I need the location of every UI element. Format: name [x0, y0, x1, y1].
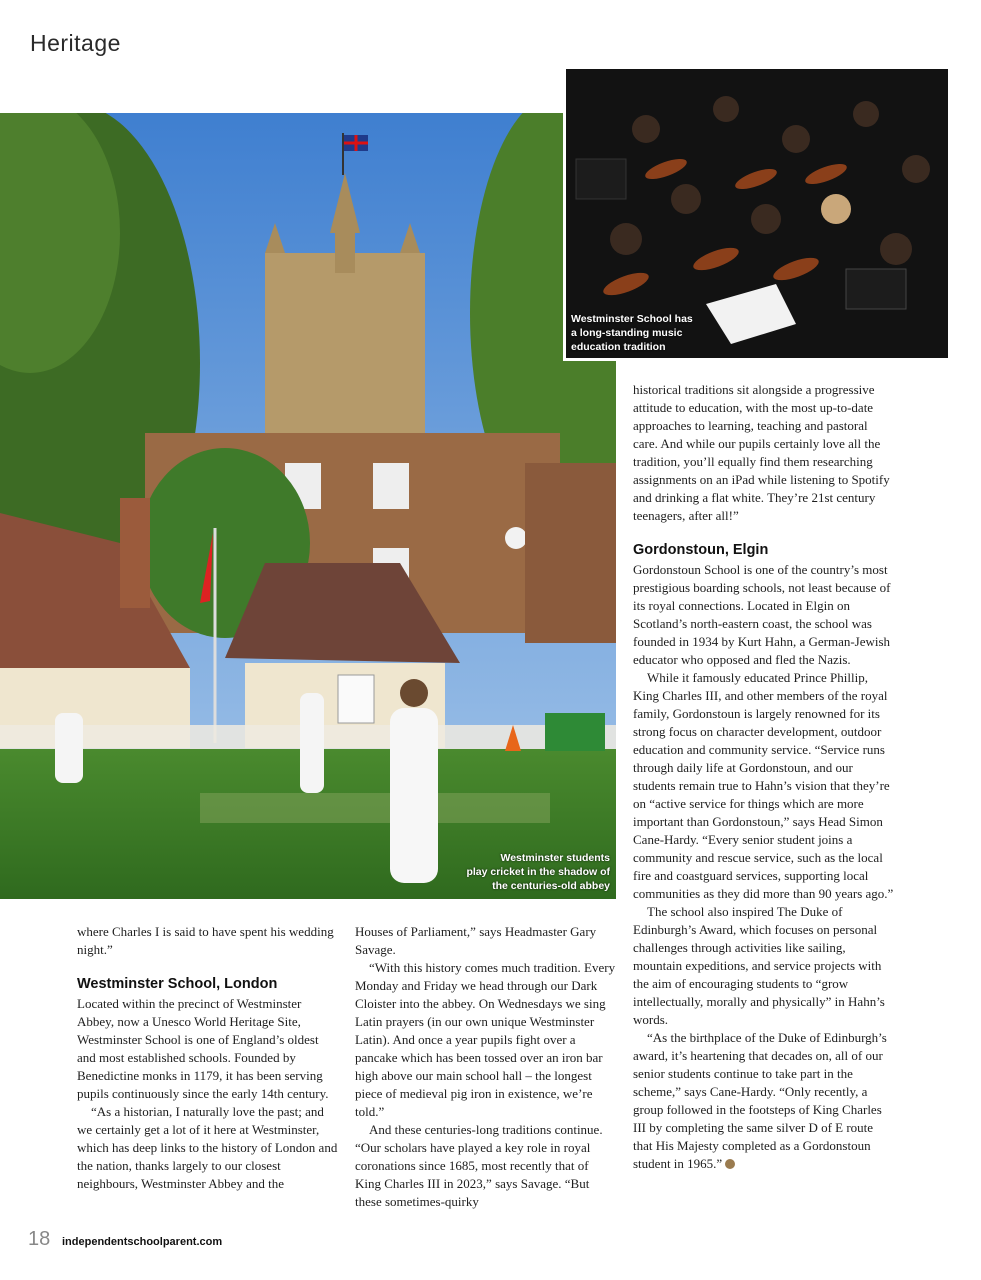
paragraph: “As a historian, I naturally love the past; and we certainly get a lot of it here at Westminster, which has deep links to the history of London and the nation, thanks largely to our closest neighbours, Westminster Abbey and the: [77, 1104, 338, 1191]
paragraph: Houses of Parliament,” says Headmaster Gary Savage.: [355, 924, 597, 957]
paragraph: The school also inspired The Duke of Edinburgh’s Award, which focuses on personal challenges through activities like sailing, mountain expeditions, and service projects with the aim of encouraging students to “grow intellectually, morally and physically” in Hahn’s words.: [633, 904, 885, 1027]
paragraph-text: “As the birthplace of the Duke of Edinburgh’s award, it’s heartening that decades on, all of our senior students continue to take part in the scheme,” says Cane-Hardy. “Only recently, a group followed in the footsteps of King Charles III by completing the same silver D of E route that His Majesty completed as a Gordonstoun student in 1965.”: [633, 1030, 887, 1171]
article-column-1: [77, 923, 339, 1193]
orchestra-photo-caption: Westminster School has a long-standing music education tradition: [571, 313, 693, 353]
paragraph: where Charles I is said to have spent his wedding night.”: [77, 924, 334, 957]
article-column-2: [355, 923, 617, 1211]
paragraph: Located within the precinct of Westminster Abbey, now a Unesco World Heritage Site, Westminster School is one of England’s oldest and most established schools. Founded by Benedictine monks in 1179, it has been serving pupils continuously since the early 14th century.: [77, 996, 329, 1101]
cricket-photo-caption: Westminster students play cricket in the shadow of the centuries-old abbey: [466, 852, 610, 892]
end-mark-icon: [725, 1159, 735, 1169]
page-number: 18: [28, 1228, 51, 1250]
paragraph: [633, 1029, 895, 1173]
paragraph: historical traditions sit alongside a progressive attitude to education, with the most up-to-date approaches to learning, teaching and pastoral care. And while our pupils certainly love all the tradition, you’ll equally find them researching assignments on an iPad while listening to Spotify and drinking a flat white. They’re 21st century teenagers, after all!”: [633, 382, 890, 523]
paragraph: While it famously educated Prince Phillip, King Charles III, and other members of the royal family, Gordonstoun is largely renowned for its strong focus on character development, outdoor education and community service. “Service runs through daily life at Gordonstoun, and our students remain true to Hahn’s vision that they’re on “active service for things which are more important than Gordonstoun,” says Head Simon Cane-Hardy. “Every senior student joins a community and rescue service, such as the local fire and coastguard services, supporting local communities as they did more than 90 years ago.”: [633, 670, 894, 901]
cricket-photo: [0, 113, 616, 899]
westminster-heading: Westminster School, London: [77, 976, 278, 992]
paragraph: And these centuries-long traditions continue. “Our scholars have played a key role in royal coronations since 1685, most recently that of King Charles III in 2023,” says Savage. “But these sometimes-quirky: [355, 1122, 603, 1209]
paragraph: “With this history comes much tradition. Every Monday and Friday we head through our Dark Cloister into the abbey. On Wednesdays we sing Latin prayers (in our own unique Westminster Latin). And once a year pupils fight over a pancake which has been tossed over an iron bar high above our main school hall – the longest piece of medieval pig iron in existence, we’re told.”: [355, 960, 616, 1119]
article-column-3: [633, 381, 895, 1173]
site-url[interactable]: independentschoolparent.com: [62, 1236, 223, 1248]
paragraph: Gordonstoun School is one of the country’s most prestigious boarding schools, not least because of its royal connections. Located in Elgin on Scotland’s north-eastern coast, the school was founded in 1934 by Kurt Hahn, a German-Jewish educator who opposed and fled the Nazis.: [633, 562, 891, 667]
section-label: Heritage: [30, 30, 121, 56]
orchestra-photo: [563, 69, 948, 361]
gordonstoun-heading: Gordonstoun, Elgin: [633, 542, 769, 558]
